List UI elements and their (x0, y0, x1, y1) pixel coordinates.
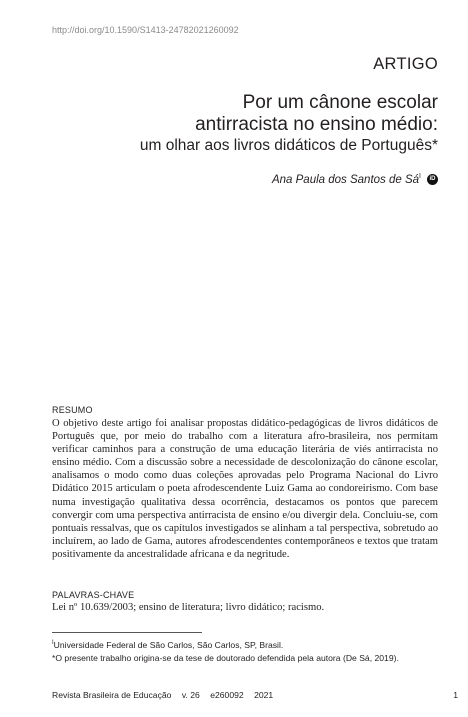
journal-name: Revista Brasileira de Educação (52, 690, 172, 700)
title-line-2: antirracista no ensino médio: (195, 114, 438, 135)
publication-year: 2021 (254, 690, 274, 700)
keywords-text: Lei nº 10.639/2003; ensino de literatura; livro didático; racismo. (52, 602, 325, 613)
footnotes (52, 637, 452, 665)
article-id: e260092 (210, 690, 244, 700)
author-name: Ana Paula dos Santos de $Sá^I$ (271, 173, 421, 186)
page-footer (52, 690, 281, 700)
abstract-text: O objetivo deste artigo foi analisar propostas didático-pedagógicas de livros didáticos de Português que, por meio do trabalho com a literatura afro-brasileira, nos permitam verificar caminhos para a construção de uma educação literária de viés antirracista no ensino médio. Com a discussão sobre a necessidade de descolonização do cânone escolar, analisamos o modo como duas coleções aprovadas pelo Programa Nacional do Livro Didático 2015 articulam o poeta afrodescendente Luiz Gama ao condoreirismo. Com base numa investigação qualitativa dessa ocorrência, destacamos os pontos que parecem convergir com uma perspectiva antirracista de ensino e/ou divergir dela. Concluiu-se, com pontuais ressalvas, que os capítulos investigados se alinham a tal perspectiva, sobretudo ao incluírem, ao lado de Gama, autores afrodescendentes contemporâneos e textos que tratam positivamente da ancestralidade africana e da negritude. (52, 418, 438, 560)
footnote-note: *O presente trabalho origina-se da tese de doutorado defendida pela autora (De Sá, 2019). (52, 652, 399, 663)
footnote-divider (52, 632, 202, 633)
article-subtitle: um olhar aos livros didáticos de Português* (139, 137, 438, 154)
abstract-heading: RESUMO (52, 405, 93, 415)
footnote-affiliation: $^I$Universidade Federal de São Carlos, São Carlos, SP, Brasil. (52, 639, 284, 650)
title-line-1: Por um cânone escolar (242, 92, 438, 113)
section-label: ARTIGO (373, 55, 438, 73)
author-row (272, 173, 438, 186)
journal-volume: v. 26 (181, 690, 200, 700)
article-title (38, 92, 438, 155)
author-affiliation-mark: I (419, 173, 421, 180)
keywords-heading: PALAVRAS-CHAVE (52, 590, 135, 600)
orcid-icon[interactable]: iD (427, 174, 438, 185)
footnote-affiliation-mark: I (52, 640, 54, 646)
doi-link[interactable]: http://doi.org/10.1590/S1413-24782021260092 (52, 25, 239, 35)
page-number: 1 (453, 690, 458, 700)
